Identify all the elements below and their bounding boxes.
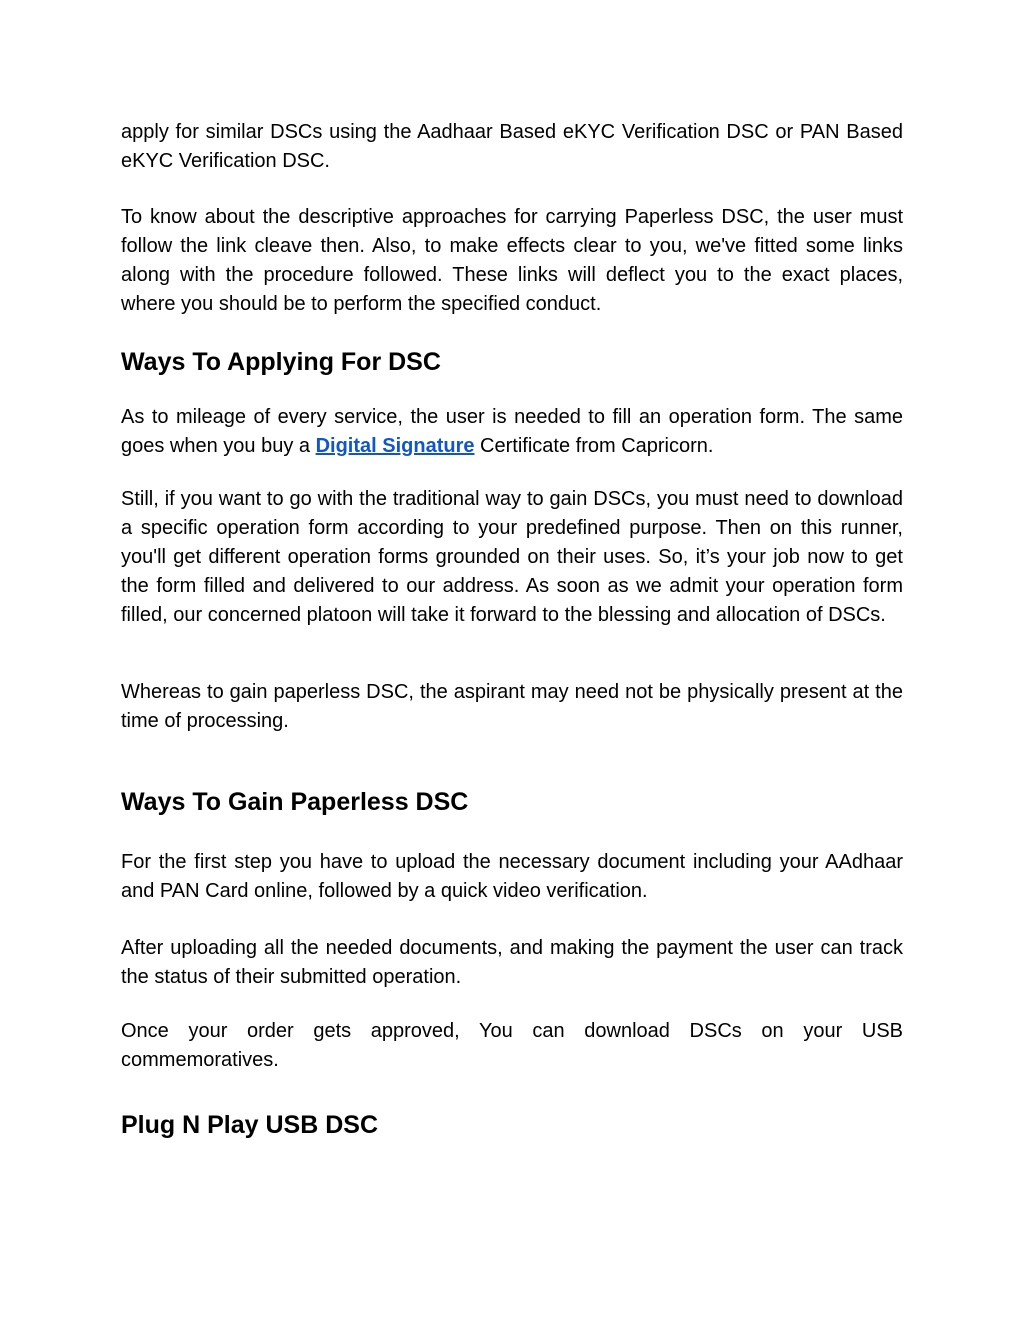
paragraph-operation-form-text-after: Certificate from Capricorn. [474,435,714,457]
paragraph-first-step: For the first step you have to upload the necessary document including your AAdhaar and PAN Card online, followed by a quick video verification. [121,851,903,902]
heading-ways-to-gain-paperless: Ways To Gain Paperless DSC [121,788,469,816]
paragraph-after-uploading: After uploading all the needed documents, and making the payment the user can track the status of their submitted operation. [121,937,903,988]
paragraph-descriptive-approaches: To know about the descriptive approaches for carrying Paperless DSC, the user must follow the link cleave then. Also, to make effects clear to you, we've fitted some links along with the procedure followed. These links will deflect you to the exact places, where you should be to perform the specified conduct. [121,206,903,315]
heading-plug-n-play: Plug N Play USB DSC [121,1111,378,1139]
paragraph-paperless-presence: Whereas to gain paperless DSC, the aspirant may need not be physically present at the time of processing. [121,681,903,732]
paragraph-operation-form [121,403,903,461]
paragraph-traditional-way: Still, if you want to go with the traditional way to gain DSCs, you must need to download a specific operation form according to your predefined purpose. Then on this runner, you'll get different operation forms grounded on their uses. So, it’s your job now to get the form filled and delivered to our address. As soon as we admit your operation form filled, our concerned platoon will take it forward to the blessing and allocation of DSCs. [121,488,903,626]
paragraph-order-approved: Once your order gets approved, You can download DSCs on your USB commemoratives. [121,1020,903,1071]
paragraph-intro: apply for similar DSCs using the Aadhaar Based eKYC Verification DSC or PAN Based eKYC Verification DSC. [121,121,903,172]
paragraph-operation-form-text-before: As to mileage of every service, the user is needed to fill an operation form. The same goes when you buy a [121,406,903,457]
digital-signature-link[interactable]: Digital Signature [315,435,475,457]
heading-ways-to-applying: Ways To Applying For DSC [121,348,441,376]
document-page [121,118,903,1141]
